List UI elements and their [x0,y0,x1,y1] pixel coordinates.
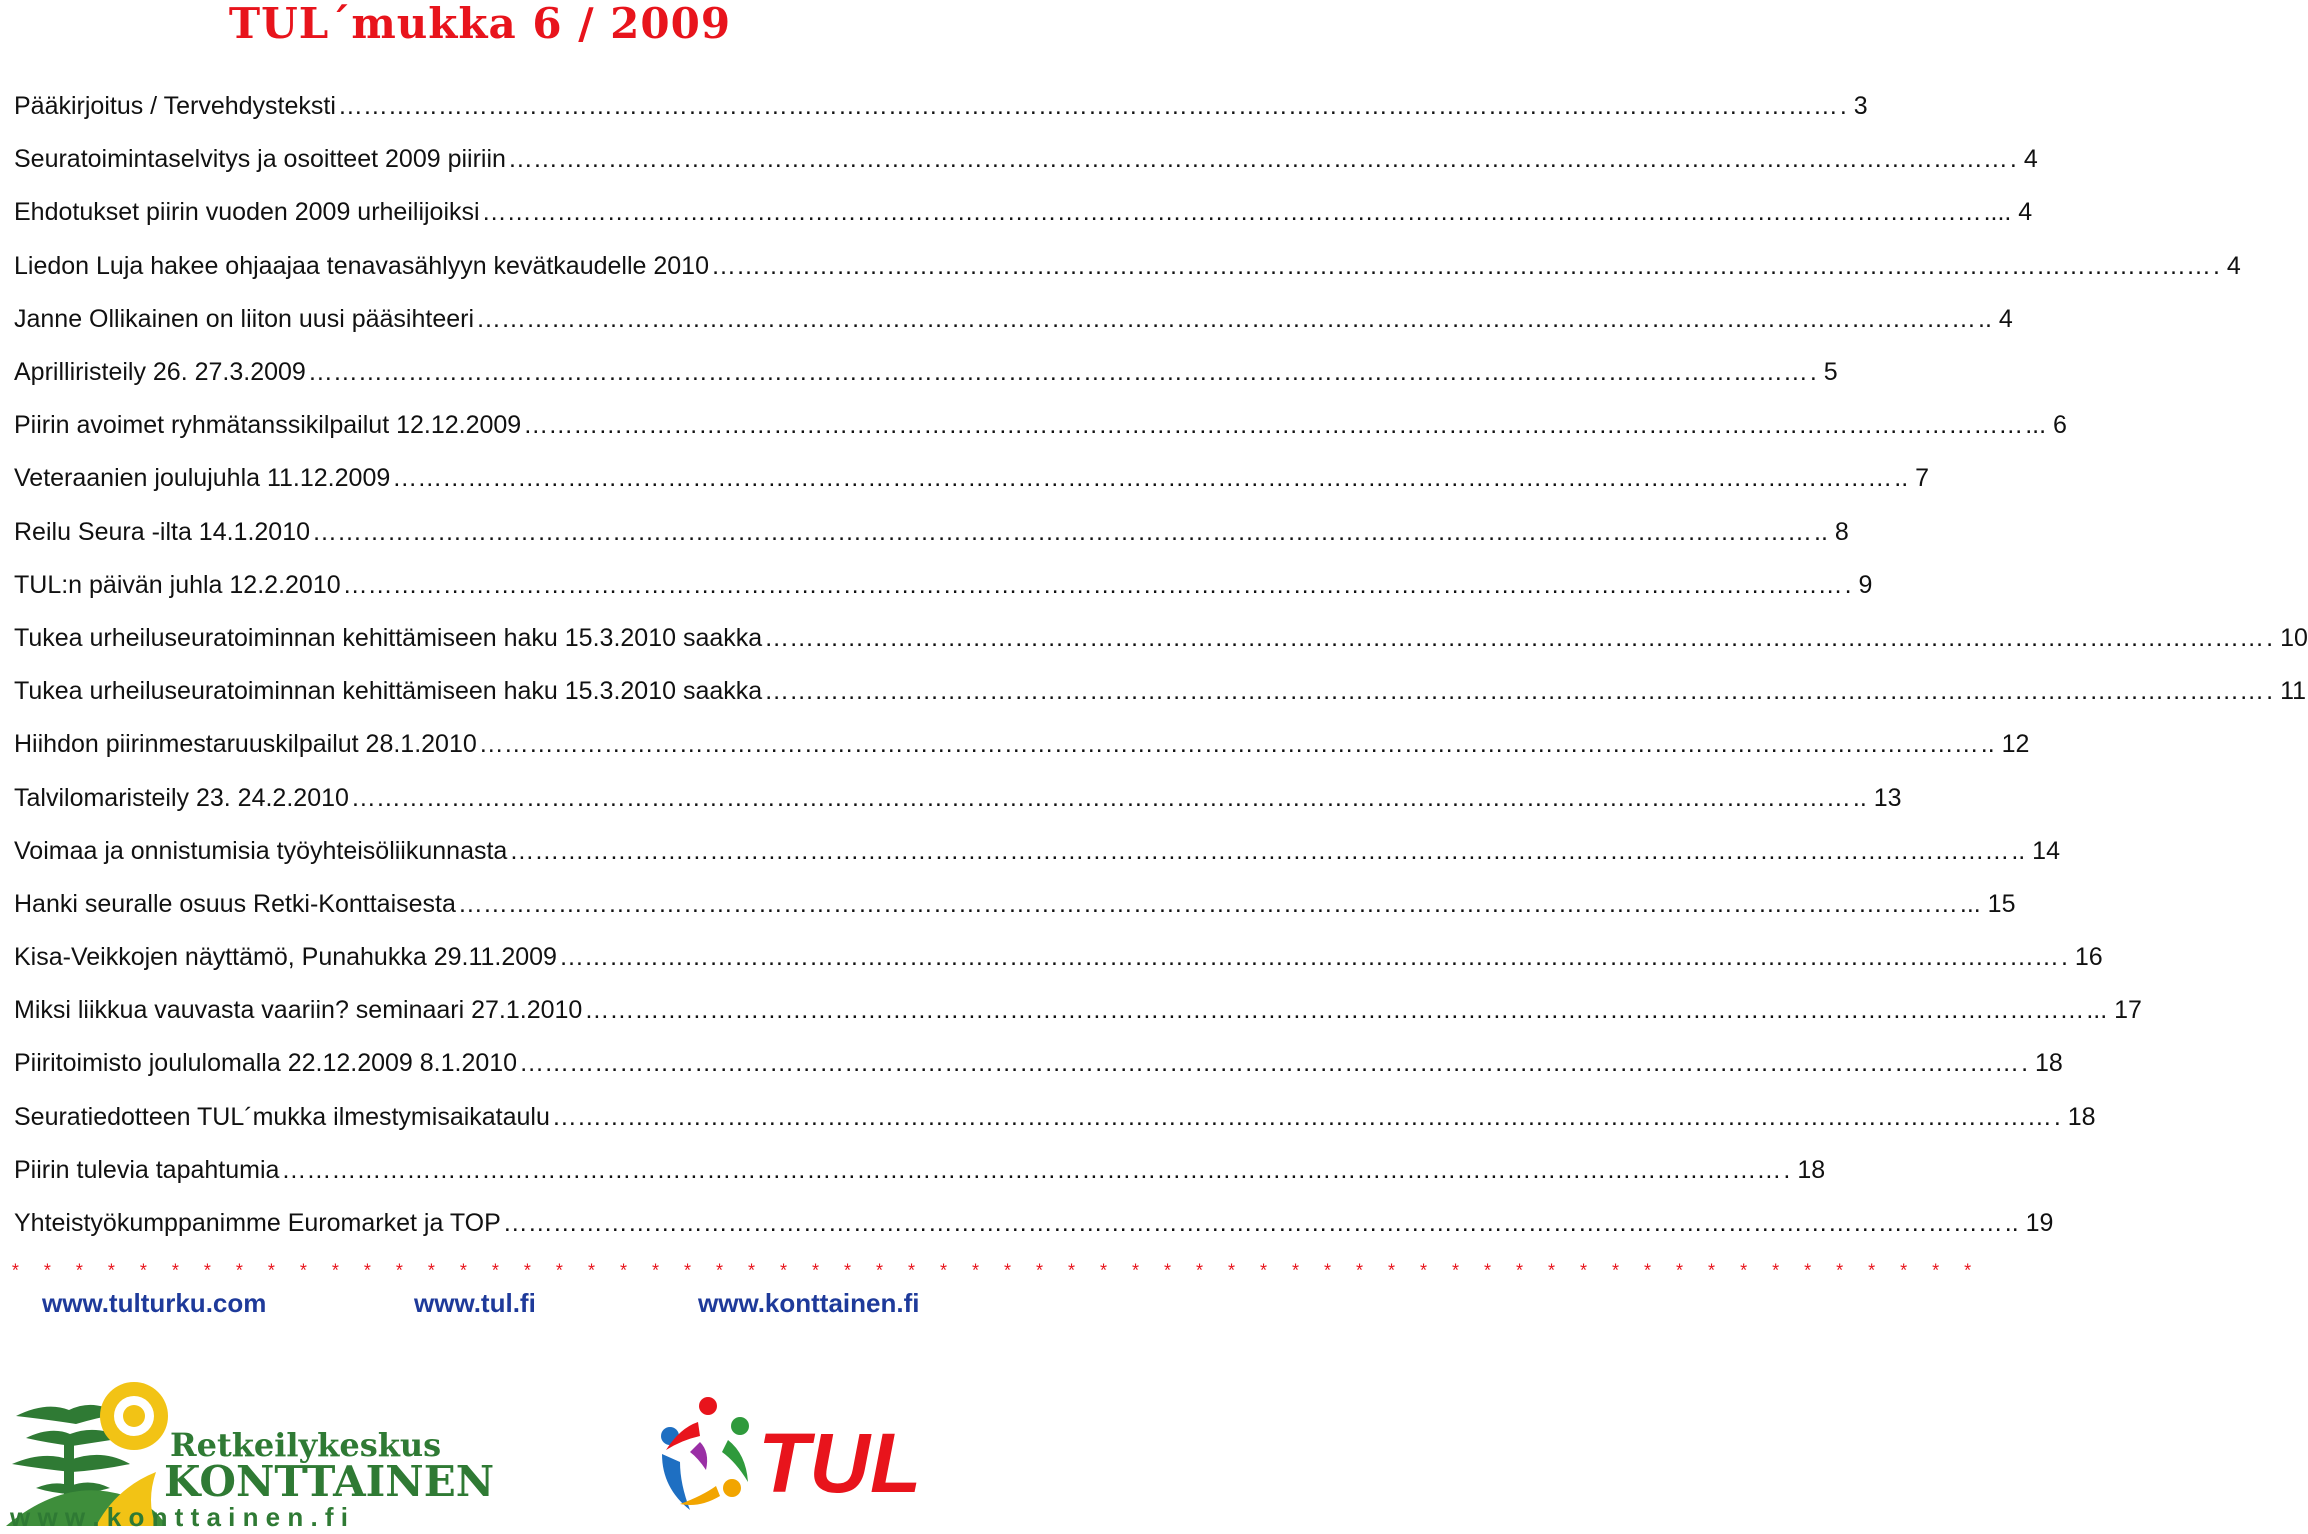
toc-entry [14,133,2038,186]
toc-leader-dots [764,624,2264,653]
logo-line2: KONTTAINEN [164,1457,495,1506]
toc-entry-title: Tukea urheiluseuratoiminnan kehittämiseen haku 15.3.2010 saakka [14,677,763,706]
toc-entry-page: . 5 [1809,358,1838,387]
toc-leader-dots [392,464,1892,493]
document-title: TUL´mukka 6 / 2009 [228,0,732,48]
toc-entry-title: Miksi liikkua vauvasta vaariin? seminaari 27.1.2010 [14,996,583,1025]
toc-entry [14,612,2308,665]
toc-entry-title: Tukea urheiluseuratoiminnan kehittämiseen haku 15.3.2010 saakka [14,623,763,652]
toc-entry-page: . 18 [1783,1155,1826,1184]
toc-entry-page: ... 15 [1959,889,2016,918]
sun-icon [100,1382,168,1450]
toc-entry [14,80,1868,133]
link-tul[interactable]: www.tul.fi [414,1288,536,1318]
toc-entry-page: . 4 [2212,251,2241,280]
toc-entry-title: Piiritoimisto joululomalla 22.12.2009 8.1.2010 [14,1049,518,1078]
toc-leader-dots [559,943,2059,972]
toc-entry [14,931,2103,984]
toc-entry-title: Hiihdon piirinmestaruuskilpailut 28.1.2010 [14,730,477,759]
toc-leader-dots [523,411,2023,440]
toc-entry-page: . 9 [1844,570,1873,599]
table-of-contents [14,80,2308,1250]
toc-entry [14,506,1849,559]
toc-leader-dots [476,305,1976,334]
toc-entry-page: .. 8 [1814,517,1849,546]
toc-leader-dots [508,145,2008,174]
toc-entry-title: Seuratiedotteen TUL´mukka ilmestymisaikataulu [14,1102,550,1131]
toc-entry-page: . 4 [2009,145,2038,174]
toc-leader-dots [764,677,2264,706]
toc-entry-title: Piirin avoimet ryhmätanssikilpailut 12.12.2009 [14,411,522,440]
toc-entry-page: .. 12 [1980,730,2030,759]
toc-leader-dots [711,252,2211,281]
toc-leader-dots [308,358,1808,387]
toc-entry-title: Janne Ollikainen on liiton uusi pääsihteeri [14,304,475,333]
toc-leader-dots [312,518,1812,547]
toc-entry-title: Liedon Luja hakee ohjaajaa tenavasählyyn kevätkaudelle 2010 [14,251,709,280]
toc-entry [14,1091,2096,1144]
toc-entry-title: Seuratoimintaselvitys ja osoitteet 2009 piiriin [14,145,506,174]
toc-entry [14,559,1873,612]
separator-line: * * * * * * * * * * * * * * * * * * * * * * * * * * * * * * * * * * * * * * * * * * * * * * * * * * * * * * * * * * * * * * [10,1263,1979,1283]
toc-entry-title: Talvilomaristeily 23. 24.2.2010 [14,783,349,812]
toc-entry-title: TUL:n päivän juhla 12.2.2010 [14,570,341,599]
toc-entry-title: Voimaa ja onnistumisia työyhteisöliikunnasta [14,836,508,865]
tul-logo-text: TUL [758,1416,922,1510]
toc-entry [14,984,2142,1037]
toc-entry-page: . 18 [2053,1102,2096,1131]
toc-entry-title: Veteraanien joulujuhla 11.12.2009 [14,464,391,493]
toc-entry-page: .. 13 [1852,783,1902,812]
toc-entry-page: .... 4 [1983,198,2033,227]
toc-entry [14,771,1902,824]
toc-leader-dots [351,784,1851,813]
toc-entry-title: Reilu Seura -ilta 14.1.2010 [14,517,311,546]
toc-entry-page: . 10 [2266,623,2308,652]
toc-entry-title: Aprilliristeily 26. 27.3.2009 [14,358,306,387]
toc-entry-page: .. 4 [1978,304,2013,333]
toc-leader-dots [509,837,2009,866]
toc-leader-dots [458,890,1958,919]
figure-group-icon [661,1397,749,1510]
toc-entry-page: . 11 [2266,677,2307,706]
toc-leader-dots [552,1103,2052,1132]
toc-leader-dots [479,730,1979,759]
toc-entry-title: Kisa-Veikkojen näyttämö, Punahukka 29.11.2009 [14,943,557,972]
toc-entry [14,240,2241,293]
toc-leader-dots [343,571,1843,600]
toc-entry-page: .. 19 [2004,1209,2054,1238]
toc-entry [14,452,1929,505]
toc-leader-dots [519,1049,2019,1078]
toc-entry-page: .. 14 [2011,836,2060,865]
website-links [0,1288,960,1322]
link-konttainen[interactable]: www.konttainen.fi [698,1288,920,1318]
link-tulturku[interactable]: www.tulturku.com [42,1288,267,1318]
toc-leader-dots [281,1156,1781,1185]
toc-entry [14,665,2307,718]
toc-entry [14,718,2030,771]
toc-leader-dots [503,1209,2003,1238]
toc-entry-title: Hanki seuralle osuus Retki-Konttaisesta [14,889,456,918]
toc-entry-page: ... 17 [2086,996,2142,1025]
toc-leader-dots [338,92,1838,121]
toc-entry [14,399,2067,452]
toc-entry [14,878,2016,931]
toc-leader-dots [584,996,2084,1025]
toc-entry-title: Yhteistyökumppanimme Euromarket ja TOP [14,1209,501,1238]
toc-entry-title: Piirin tulevia tapahtumia [14,1155,280,1184]
toc-entry [14,186,2033,239]
toc-entry [14,346,1838,399]
toc-entry-title: Pääkirjoitus / Tervehdysteksti [14,92,336,121]
toc-entry-title: Ehdotukset piirin vuoden 2009 urheilijoiksi [14,198,480,227]
toc-entry-page: . 3 [1839,92,1868,121]
logo-line1: Retkeilykeskus [170,1426,442,1464]
toc-entry [14,293,2013,346]
toc-leader-dots [482,198,1982,227]
tul-logo [640,1392,955,1522]
toc-entry-page: . 18 [2021,1049,2063,1078]
logo-line3: w w w . k o n t t a i n e n . f i [10,1502,349,1532]
toc-entry [14,1037,2063,1090]
toc-entry-page: . 16 [2060,943,2103,972]
toc-entry-page: ... 6 [2025,411,2067,440]
toc-entry [14,825,2060,878]
toc-entry-page: .. 7 [1894,464,1929,493]
toc-entry [14,1144,1826,1197]
konttainen-logo [6,1376,495,1532]
toc-entry [14,1197,2054,1250]
